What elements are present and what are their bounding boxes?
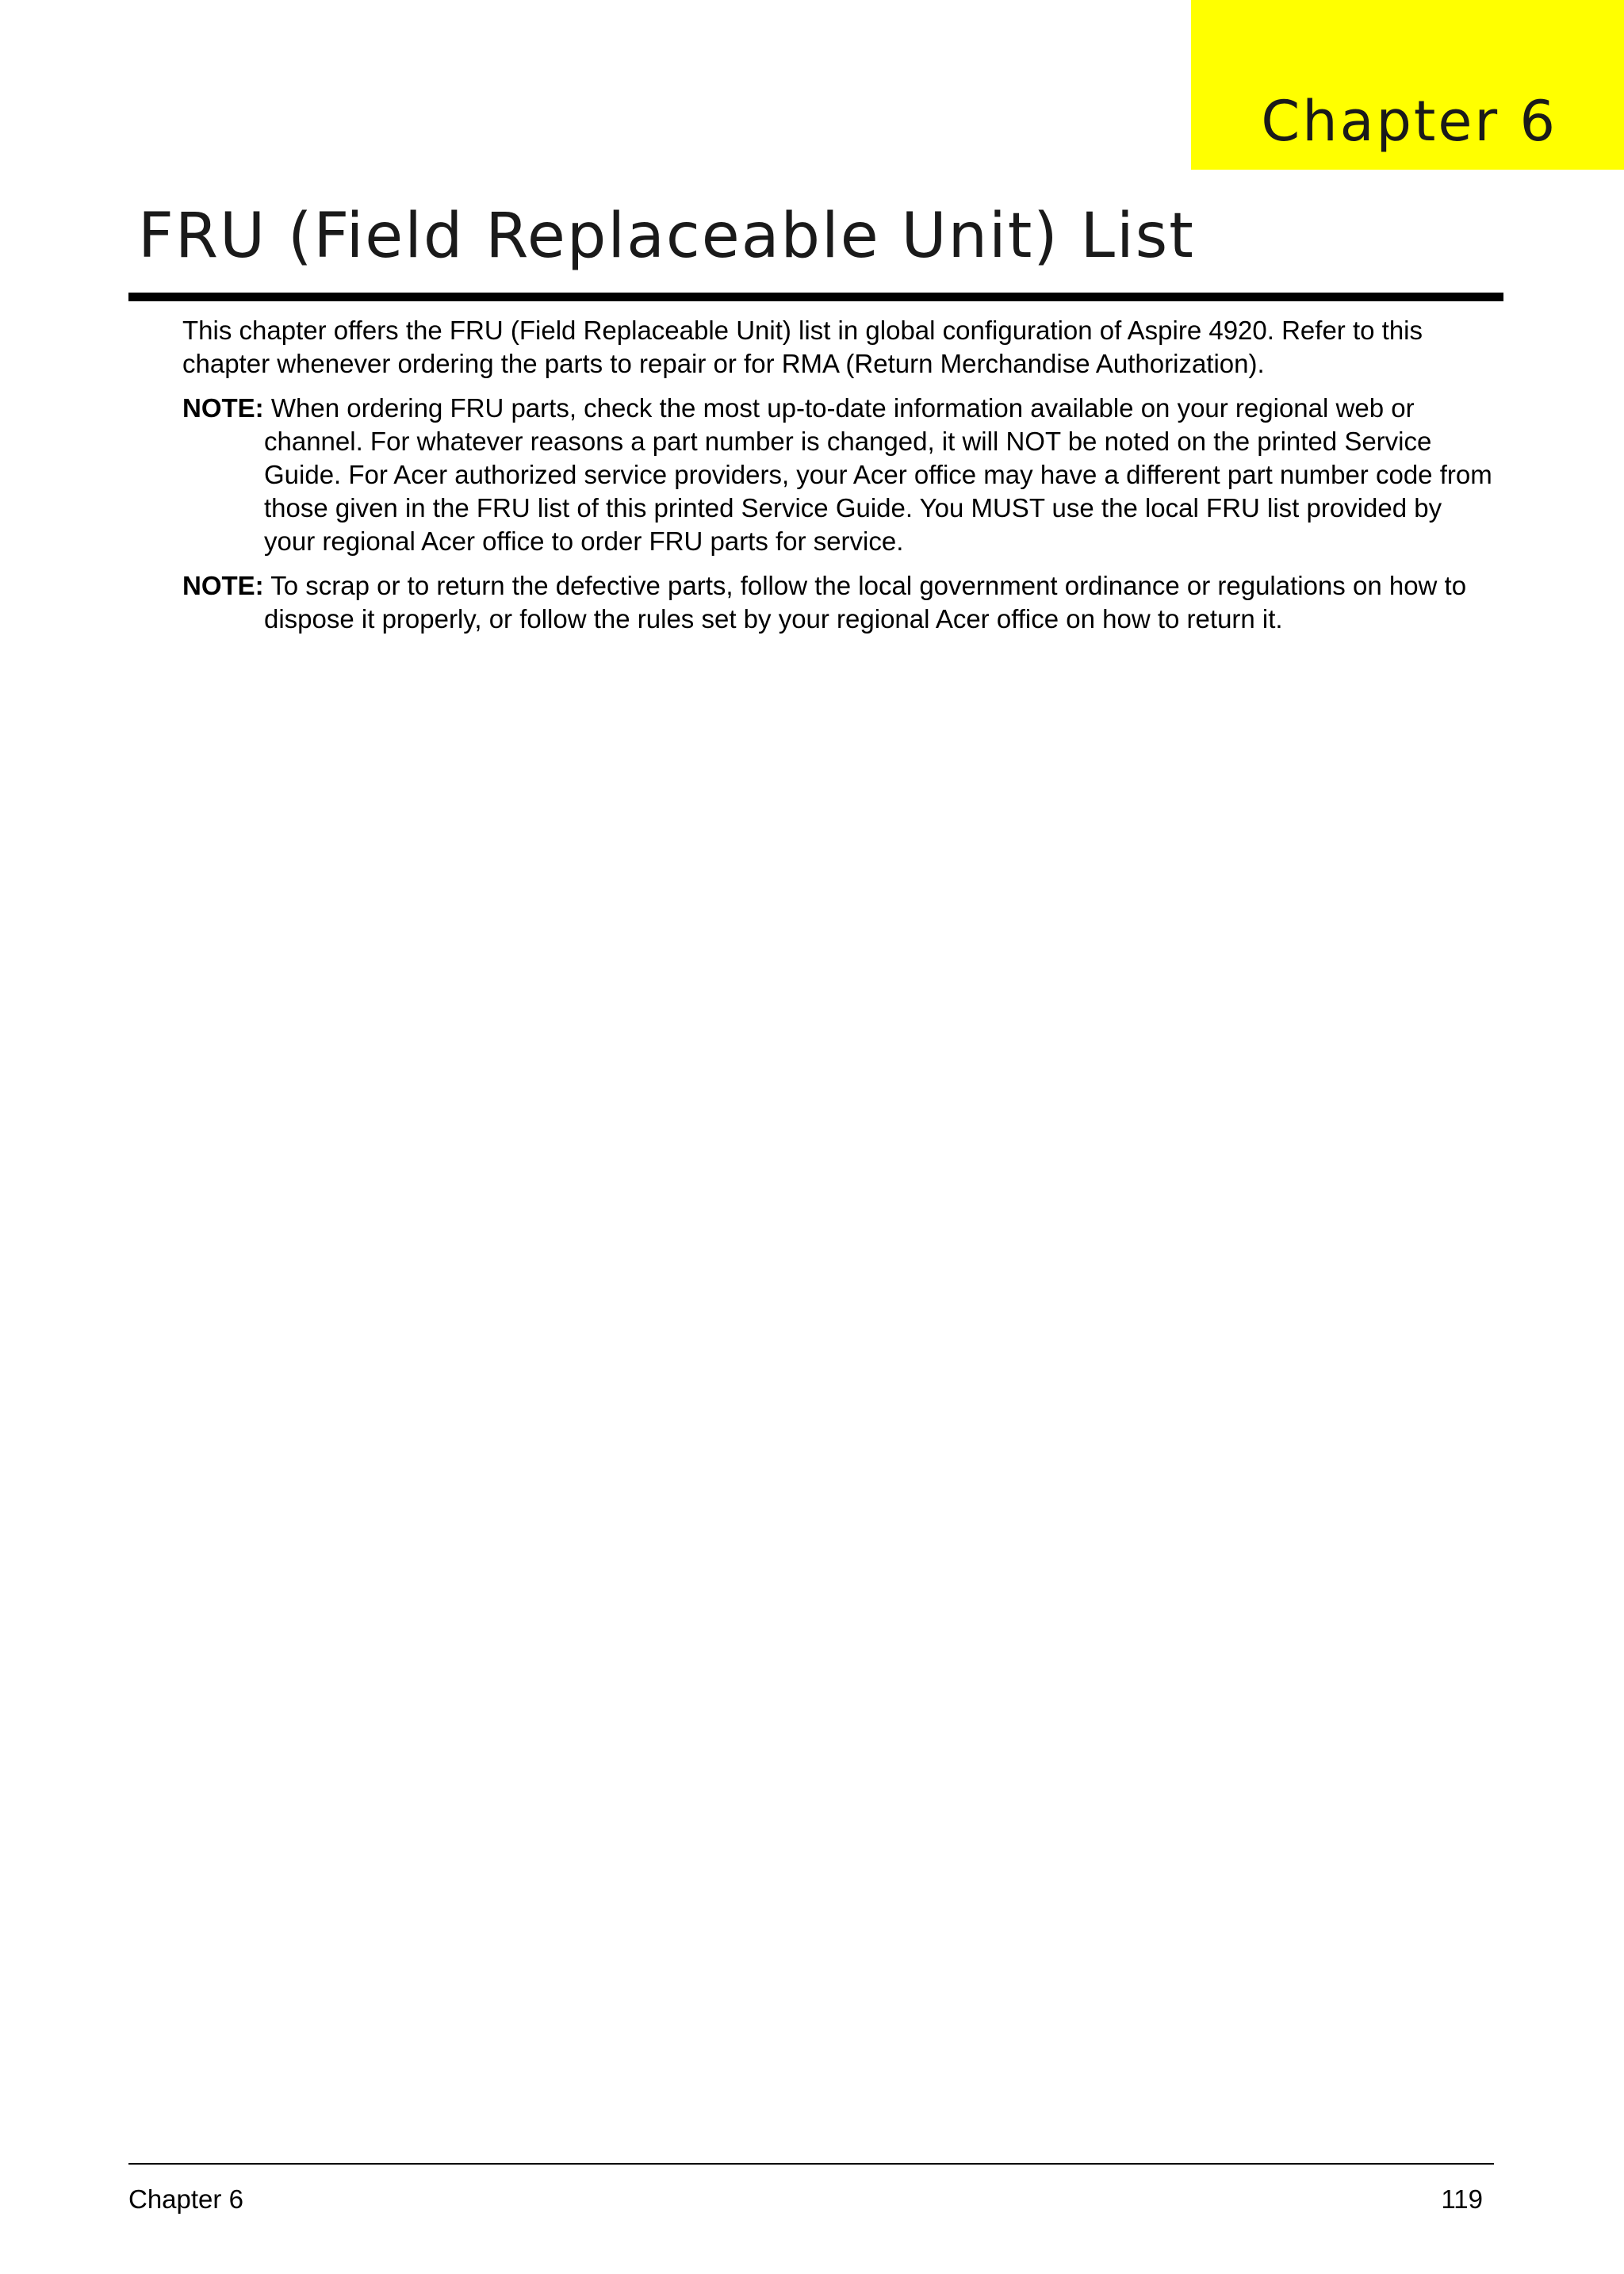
page-content [182,314,1499,647]
footer-chapter: Chapter 6 [128,2184,243,2214]
note-label: NOTE: [182,393,264,423]
note-disposal [182,569,1499,636]
footer-divider [128,2163,1494,2165]
page-number: 119 [1441,2184,1483,2214]
note-label: NOTE: [182,571,264,600]
chapter-tab [1191,0,1624,170]
note-text: When ordering FRU parts, check the most up-to-date information available on your regional web or channel. For whatever reasons a part number is changed, it will NOT be noted on the printed Service Guide. For Acer authorized service providers, your Acer office may have a different part number code from those given in the FRU list of this printed Service Guide. You MUST use the local FRU list provided by your regional Acer office to order FRU parts for service. [264,393,1492,556]
note-ordering [182,392,1499,558]
page-title: FRU (Field Replaceable Unit) List [138,201,1195,272]
note-text: To scrap or to return the defective parts, follow the local government ordinance or regulations on how to dispose it properly, or follow the rules set by your regional Acer office on how to return it. [264,571,1467,634]
chapter-tab-label: Chapter 6 [1261,89,1557,154]
intro-paragraph: This chapter offers the FRU (Field Replaceable Unit) list in global configuration of Aspire 4920. Refer to this chapter whenever ordering the parts to repair or for RMA (Return Merchandise Authorization). [182,316,1423,378]
title-divider [128,293,1503,301]
